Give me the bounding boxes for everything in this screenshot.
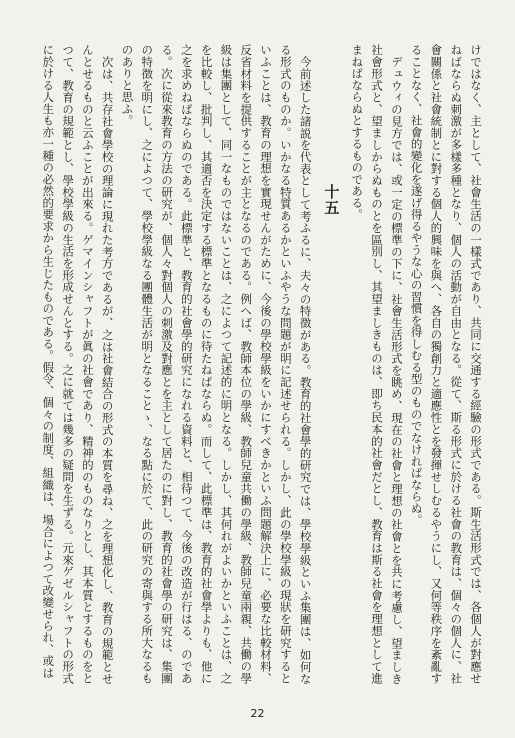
paragraph-4: 次は、共存社會學校の理論に現れた考方であるが、之は社會結合の形式の本質を尋ね、之を理想化し、教育の規範とせんとせるものと云ふことが出來る。ゲマインシャフトが眞の社會であり、精神的のものなりとし、其本質とするものをとつて、教育の規範とし、學校學級の生活を形成せんとする。之に就ては幾多の疑問を生ずる。元來ゲゼルシャフトの形式に於ける人生も亦一種の必然的要求から生じたものである。假令、個々の制度、組織は、場合によつて改變せられ、或は [41,44,115,684]
vertical-text-block [27,44,485,684]
paragraph-2: デュウィの見方では、或一定の標準の下に、社會生活形式を眺め、現在の社會と理想の社會とを共に考慮し、望ましき社會形式と、望ましからぬものとを區別し、其望ましきものは、即ち民本的社會だとし、教育は斯る社會を理想として進まねばならぬとするものである。 [350,44,404,684]
section-heading: 十五 [322,184,341,216]
paragraph-3: 今前述した諸説を代表として考ふるに、夫々の特徴がある。教育的社會學的研究では、學校學級といふ集團は、如何なる形式のものか。いかなる特質あるかといふやうな問題が明に記述せられる。しかし、此の學校學級の現狀を研究するといふことは、教育の理想を實現せんがために、今後の學校學級をいかにすべきかといふ問題解決上に、必要な比較材料、反省材料を提供することが主となるのである。例へば、教師本位の學級、教師兒童共働の學級、教師兒童兩親、共働の學級は集團として、同一なものではないことは、之によつて記述的に明となる。しかし、其何れがよいかといふことは、之を比較し、批判し、其適否を決定する標準となるものに待たねばならぬ。而して、此標準は、教育的社會學よりも、他に之を求めねばならぬのである。此標準と、教育的社會學的研究になれる資料と、相待つて、今後の改造が行はる、のである。次に從來教育の方法の研究が、個人々對個人の刺激及對應とを主として居たのに對し、教育的社會學の研究は、集團の特徴を明にし、之によつて、學校學級なる團體生活が明となることゝ、なる點に於て、此の研究の寄與する所大なるものありと思ふ。 [120,44,313,684]
page-number: 22 [250,707,265,720]
paragraph-1: けではなく、主として、社會生活の一樣式であり、共同に交通する經驗の形式である。斯生活形式では、各個人が對應せねばならぬ刺激が多樣多種となり、個人の活動が自由となる。從て、斯る形式に於ける社會の教育は、個々の個人に、社會關係と社會統制とに對する個人的興味を與へ、各自の獨創力と適應性とを發揮せしむるやうにし、又何等秩序を紊亂することなく、社會的變化を遂げ得るやうな心の習慣を得しむる型のものでなければならぬ。 [409,44,483,684]
